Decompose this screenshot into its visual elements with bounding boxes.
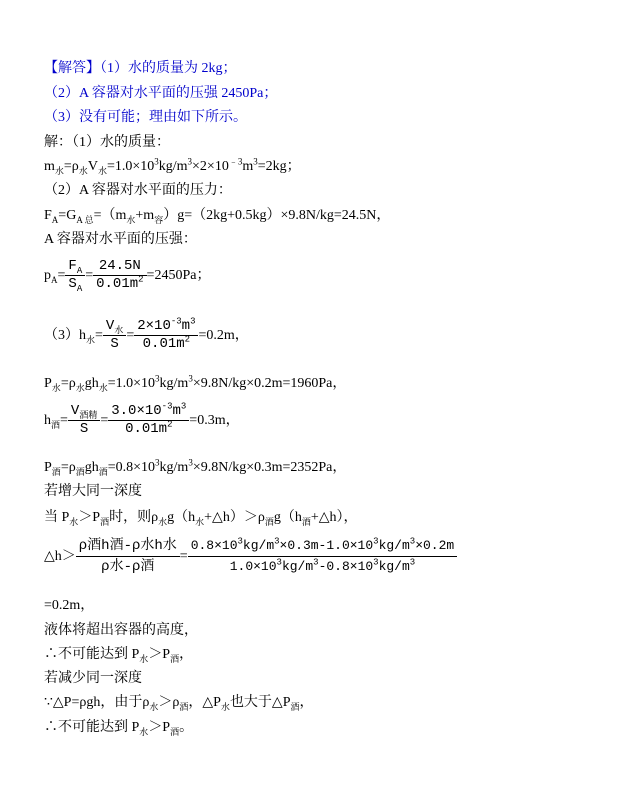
exceed-note: 液体将超出容器的高度， — [44, 623, 198, 638]
because-line: ∵△P=ρgh，由于$\rho_水>\rho_酒$，$\triangle P_水$也大于$\triangle P_酒$， — [44, 695, 314, 712]
delta-fraction-2: $\frac{0.8\times 10^3kg/m^3\times 0.3m-1.0\times 10^3kg/m^3\times 0.2m}{1.0\times 10^3kg/m^3-0.8\times 10^3kg/m^3}$ — [188, 536, 458, 577]
h-alcohol-fraction-1: $\frac{V_{酒精}}{S}$ — [68, 403, 100, 438]
cannot-line-2: ∴不可能达到 $P_水>P_酒$。 — [44, 720, 194, 737]
answer-item-1: （1）水的质量为 2kg； — [100, 61, 237, 76]
delta-fraction-1: $\frac{\text{ρ酒h酒-ρ水h水}}{\text{ρ水-ρ酒}}$ — [76, 536, 180, 577]
increase-condition: 当 $P_水>P_酒$时，则$\rho_水g(h_水+\triangle h)>\rho_酒g(h_酒+\triangle h)$， — [44, 510, 358, 527]
h-water-calc: $(3)h_水=$ $\frac{V_水}{S}$ = $\frac{2\times 10^{-3}m^3}{0.01m^2}$ =0.2m， — [44, 316, 249, 352]
force-calc: $F_A=G_{A 总}=(m_水+m_容)g=(2kg+0.5kg)\times 9.8N/kg=24.5N$， — [44, 208, 391, 225]
h-alcohol-fraction-2: $\frac{3.0\times 10^{-3}m^3}{0.01m^2}$ — [108, 403, 189, 438]
mass-calc: $m_水=\rho_水V_水=1.0\times 10^3kg/m^3\times 2\times 10^{﹣3}m^3=2kg$； — [44, 156, 301, 176]
h-alcohol-calc: $h_酒=$ $\frac{V_{酒精}}{S}$ = $\frac{3.0\times 10^{-3}m^3}{0.01m^2}$ =0.3m， — [44, 401, 240, 437]
answer-item-2: （2）A 容器对水平面的压强 2450Pa； — [44, 86, 278, 101]
delta-result: =0.2m， — [44, 598, 95, 613]
answer-item-3: （3）没有可能；理由如下所示。 — [44, 110, 247, 125]
increase-title: 若增大同一深度 — [44, 484, 142, 499]
step2-title: （2）A 容器对水平面的压力： — [44, 183, 232, 198]
pressure-title: A 容器对水平面的压强： — [44, 232, 197, 247]
pressure-calc: $p_A=$ $\frac{F_A}{S_A}$ = $\frac{24.5N}{0.01m^2}$ =2450Pa； — [44, 258, 211, 294]
solution-intro: 解：（1）水的质量： — [44, 135, 170, 150]
h-water-fraction-2: $\frac{2\times 10^{-3}m^3}{0.01m^2}$ — [134, 318, 198, 353]
h-water-fraction-1: $\frac{V_水}{S}$ — [103, 318, 126, 353]
p-alcohol-calc: $P_酒=\rho_酒gh_酒=0.8\times 10^3kg/m^3\times 9.8N/kg\times 0.3m=2352Pa$， — [44, 457, 347, 477]
decrease-title: 若减少同一深度 — [44, 671, 142, 686]
delta-calc: △h＞ $\frac{\text{ρ酒h酒-ρ水h水}}{\text{ρ水-ρ酒}}$ = $\frac{0.8\times 10^3kg/m^3\times 0.3m-1.0\times 10^3kg/m^3\times 0.2m}{1.0\times 10^3kg/m^3-0.8\times 10^3kg/m^3}$ — [44, 536, 457, 577]
pressure-fraction-1: $\frac{F_A}{S_A}$ — [65, 258, 85, 293]
p-water-calc: $P_水=\rho_水gh_水=1.0\times 10^3kg/m^3\times 9.8N/kg\times 0.2m=1960Pa$， — [44, 373, 347, 393]
answer-line-1 — [44, 60, 237, 78]
pressure-fraction-2: $\frac{24.5N}{0.01m^2}$ — [93, 258, 146, 293]
cannot-line-1: ∴不可能达到 $P_水>P_酒$， — [44, 647, 194, 664]
answer-header: 【解答】 — [44, 61, 100, 76]
